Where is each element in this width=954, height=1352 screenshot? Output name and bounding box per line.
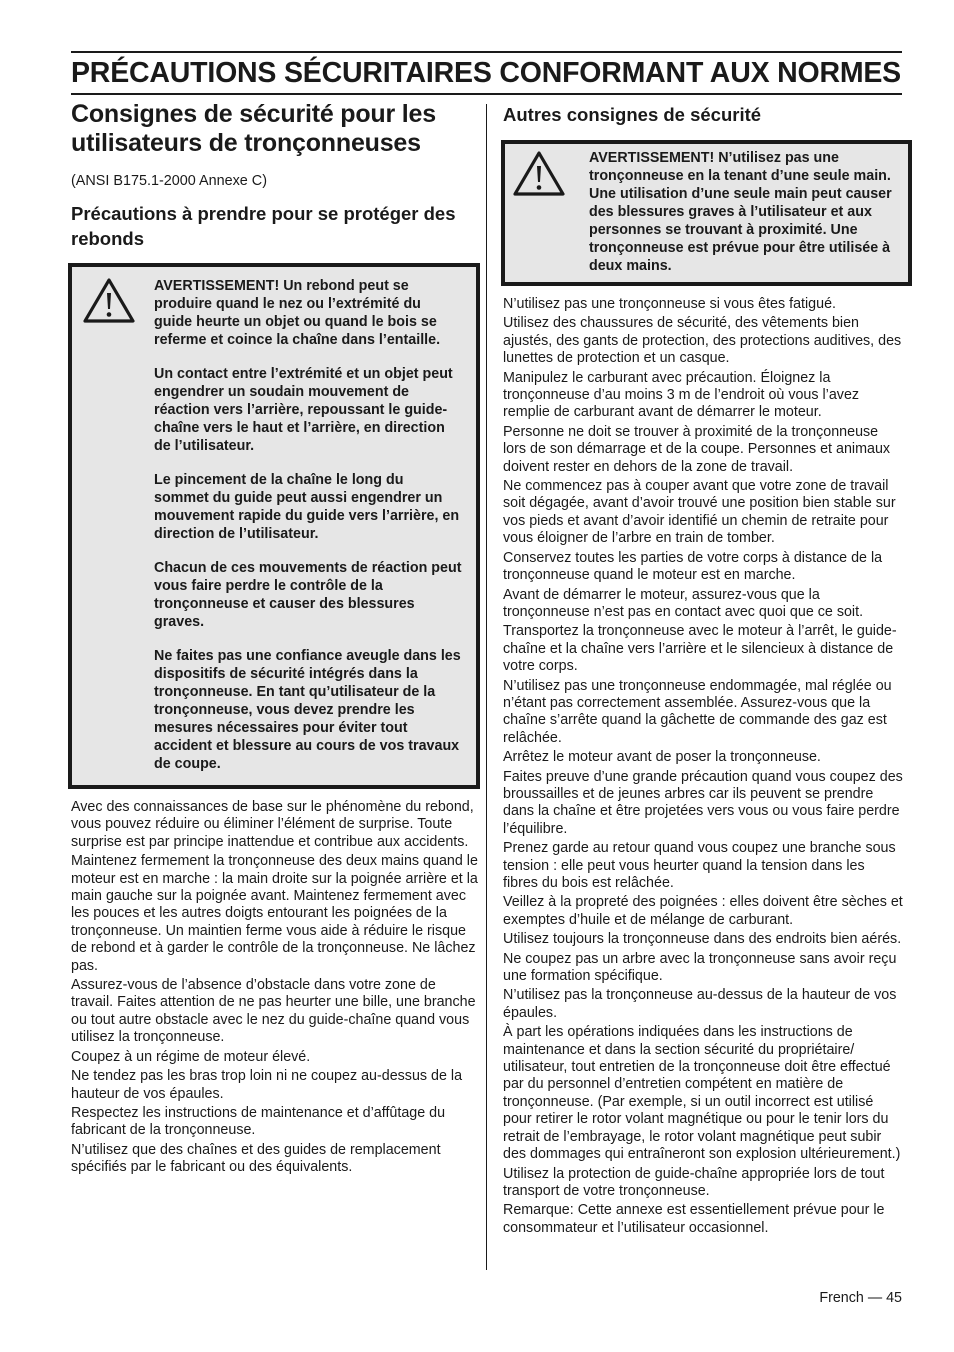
section-heading: Consignes de sécurité pour les utilisateurs de tronçonneuses — [71, 100, 436, 157]
warning-triangle-icon — [83, 277, 135, 323]
body-paragraph: Ne commencez pas à couper avant que votre zone de travail soit dégagée, avant d’avoir trouvé une position bien stable sur vos pieds et avant d’avoir identifié un chemin de retraite pour vous éloigner de l’arbre en train de tomber. — [503, 478, 896, 547]
body-paragraph: Utilisez la protection de guide-chaîne appropriée lors de tout transport de votre tronçonneuse. — [503, 1165, 885, 1199]
body-paragraph: Prenez garde au retour quand vous coupez une branche sous tension : elle peut vous heurter quand la tension dans les fibres du bois est relâchée. — [503, 840, 896, 891]
body-paragraph: Conservez toutes les parties de votre corps à distance de la tronçonneuse quand le moteur est en marche. — [503, 549, 883, 584]
left-body-text — [71, 799, 480, 1177]
body-paragraph: Utilisez des chaussures de sécurité, des vêtements bien ajustés, des gants de protection, des protections auditives, des lunettes de protection et un casque. — [503, 315, 902, 367]
body-paragraph: Ne coupez pas un arbre avec la tronçonneuse sans avoir reçu une formation spécifique. — [503, 950, 897, 985]
body-paragraph: Avec des connaissances de base sur le phénomène du rebond, vous pouvez réduire ou éliminer l’élément de surprise. Toute surprise est par principe inattendue et contribue aux accidents. — [71, 799, 474, 850]
body-paragraph: Personne ne doit se trouver à proximité de la tronçonneuse lors de son démarrage et de la coupe. Personnes et animaux doivent rester en dehors de la zone de travail. — [503, 423, 891, 475]
page-title: PRÉCAUTIONS SÉCURITAIRES CONFORMANT AUX NORMES — [71, 57, 901, 89]
kickback-warning-box — [68, 263, 480, 789]
body-paragraph: Utilisez toujours la tronçonneuse dans des endroits bien aérés. — [503, 931, 902, 948]
warning-paragraph: AVERTISSEMENT! Un rebond peut se produire quand le nez ou l’extrémité du guide heurte un objet ou quand le bois se referme et coince la chaîne dans l’entaille. — [154, 278, 441, 348]
body-paragraph: À part les opérations indiquées dans les instructions de maintenance et dans la section sécurité du propriétaire/ utilisateur, tout entretien de la tronçonneuse doit être effectué par du personnel d’entretien compétent en matière de tronçonneuse. (Par exemple, si un outil incorrect est utilisé pour retirer le rotor volant magnétique ou pour le tenir lors du retrait de l’embrayage, le rotor volant magnétique peut subir des dommages qui entraîneront son explosion ultérieurement.) — [503, 1024, 901, 1163]
page-number: French — 45 — [819, 1290, 902, 1306]
body-paragraph: Ne tendez pas les bras trop loin ni ne coupez au-dessus de la hauteur de vos épaules. — [71, 1068, 463, 1102]
right-column — [503, 102, 903, 1239]
body-paragraph: N’utilisez pas une tronçonneuse si vous êtes fatigué. — [503, 296, 836, 312]
body-paragraph: Remarque: Cette annexe est essentiellement prévue pour le consommateur et l’utilisateur occasionnel. — [503, 1202, 885, 1236]
warning-paragraph: Chacun de ces mouvements de réaction peut vous faire perdre le contrôle de la tronçonneuse et causer des blessures graves. — [154, 560, 462, 630]
warning-triangle-icon — [513, 150, 565, 196]
warning-paragraph: Un contact entre l’extrémité et un objet peut engendrer un soudain mouvement de réaction vers l’arrière, repoussant le guide-chaîne vers le haut et l’arrière, en direction de l’utilisateur. — [154, 366, 453, 454]
standard-reference: (ANSI B175.1-2000 Annexe C) — [71, 173, 267, 189]
body-paragraph: Arrêtez le moteur avant de poser la tronçonneuse. — [503, 749, 821, 766]
warning-paragraph: Ne faites pas une confiance aveugle dans les dispositifs de sécurité intégrés dans la tronçonneuse. En tant qu’utilisateur de la tronçonneuse, vous devez prendre les mesures nécessaires pour éviter tout accident et blessure au cours de vos travaux de coupe. — [154, 648, 461, 772]
body-paragraph: Faites preuve d’une grande précaution quand vous coupez des broussailles et de jeunes arbres car ils peuvent se prendre dans la chaîne et être projetées vers vous ou vous faire perdre l’équilibre. — [503, 768, 903, 837]
body-paragraph: Assurez-vous de l’absence d’obstacle dans votre zone de travail. Faites attention de ne pas heurter une bille, une branche ou tout autre obstacle avec le nez du guide-chaîne quand vous utilisez la tronçonneuse. — [71, 977, 476, 1046]
body-paragraph: Transportez la tronçonneuse avec le moteur à l’arrêt, le guide-chaîne et la chaîne vers l’arrière et le silencieux à distance de votre corps. — [503, 623, 897, 675]
one-hand-warning-box — [501, 140, 912, 286]
body-paragraph: N’utilisez pas une tronçonneuse endommagée, mal réglée ou n’étant pas correctement assemblée. Assurez-vous que la chaîne s’arrête quand la gâchette de commande des gaz est relâchée. — [503, 677, 892, 746]
body-paragraph: Coupez à un régime de moteur élevé. — [71, 1048, 311, 1065]
left-column — [71, 100, 480, 1179]
body-paragraph: Maintenez fermement la tronçonneuse des deux mains quand le moteur est en marche : la main droite sur la poignée arrière et la main gauche sur la poignée avant. Maintenez fermement avec les pouces et les autres doigts entourant les poignées de la tronçonneuse. Un maintien ferme vous aide à réduire le risque de rebond et à garder le contrôle de la tronçonneuse. Ne lâchez pas. — [71, 853, 478, 974]
header-top-rule — [71, 51, 902, 53]
body-paragraph: N’utilisez que des chaînes et des guides de remplacement spécifiés par le fabricant ou des équivalents. — [71, 1141, 441, 1176]
column-divider — [486, 104, 487, 1270]
subsection-heading: Précautions à prendre pour se protéger des rebonds — [71, 203, 456, 249]
body-paragraph: N’utilisez pas la tronçonneuse au-dessus de la hauteur de vos épaules. — [503, 987, 897, 1021]
body-paragraph: Manipulez le carburant avec précaution. Éloignez la tronçonneuse d’au moins 3 m de l’endroit où vous l’avez remplie de carburant avant de démarrer le moteur. — [503, 369, 860, 421]
body-paragraph: Veillez à la propreté des poignées : elles doivent être sèches et exemptes d’huile et de mélange de carburant. — [503, 894, 903, 928]
warning-paragraph: Le pincement de la chaîne le long du sommet du guide peut aussi engendrer un mouvement rapide du guide vers l’arrière, en direction de l’utilisateur. — [154, 472, 460, 542]
warning-paragraph: AVERTISSEMENT! N’utilisez pas une tronçonneuse en la tenant d’une seule main. Une utilisation d’une seule main peut causer des blessures graves à l’utilisateur et aux personnes se trouvant à proximité. Une tronçonneuse est prévue pour être utilisée à deux mains. — [589, 150, 892, 274]
subsection-heading: Autres consignes de sécurité — [503, 104, 762, 125]
header-bottom-rule — [71, 93, 902, 95]
right-body-text — [503, 296, 903, 1237]
body-paragraph: Avant de démarrer le moteur, assurez-vous que la tronçonneuse n’est pas en contact avec quoi que ce soit. — [503, 586, 864, 620]
body-paragraph: Respectez les instructions de maintenance et d’affûtage du fabricant de la tronçonneuse. — [71, 1104, 446, 1139]
